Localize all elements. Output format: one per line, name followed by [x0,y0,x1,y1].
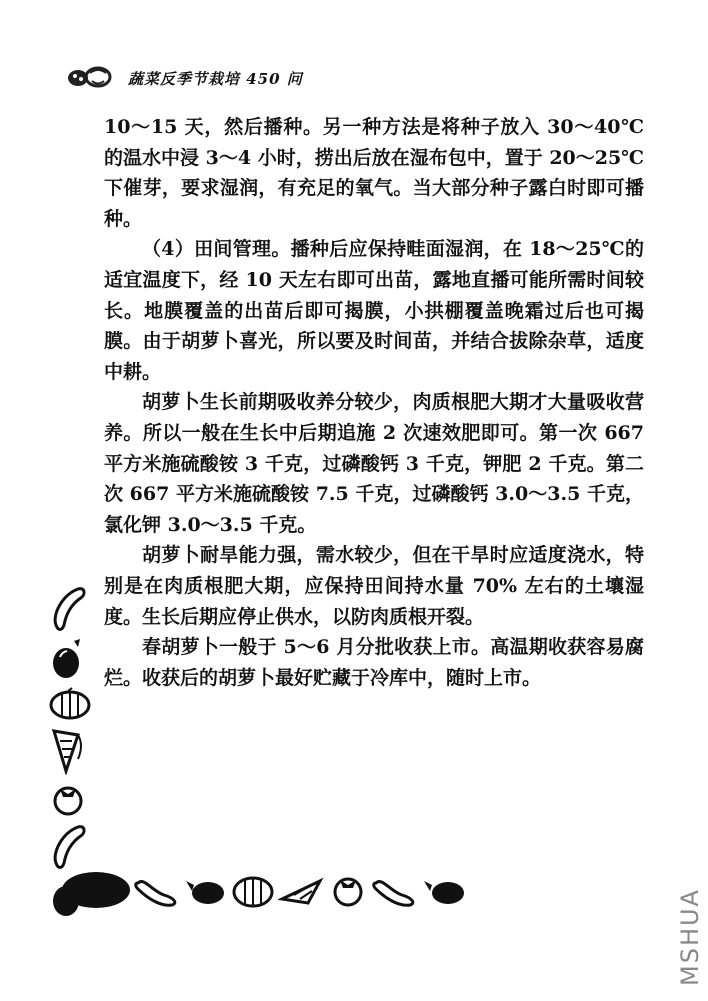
paragraph: 10～15 天，然后播种。另一种方法是将种子放入 30～40℃的温水中浸 3～4 小时，捞出后放在湿布包中，置于 20～25℃下催芽，要求湿润，有充足的氧气。当大部分种子露白时即可播种。 [104,116,644,230]
tomato-icon [326,872,370,908]
corn-icon [48,727,88,775]
book-title: 蔬菜反季节栽培 450 问 [128,69,303,88]
cucumber-icon [372,873,418,907]
body-text [104,112,644,693]
pumpkin-icon [48,687,92,721]
cucumber-icon [134,873,180,907]
pumpkin-icon [230,872,276,908]
eggplant-icon [182,873,228,907]
vegetable-border-bottom [60,870,468,910]
eggplant-icon [420,873,468,907]
corn-icon [278,873,324,907]
cucumber-icon [48,823,88,869]
eggplant-icon [48,637,88,681]
paragraph: （4）田间管理。播种后应保持畦面湿润，在 18～25℃的适宜温度下，经 10 天左右即可出苗，露地直播可能所需时间较长。地膜覆盖的出苗后即可揭膜，小拱棚覆盖晚霜过后也可揭膜。由于胡萝卜喜光，所以要及时间苗，并结合拔除杂草，适度中耕。 [104,238,644,383]
cucumber-icon [48,585,88,631]
running-header [66,60,303,96]
tomato-icon [48,781,88,817]
paragraph: 春胡萝卜一般于 5～6 月分批收获上市。高温期收获容易腐烂。收获后的胡萝卜最好贮藏于冷库中，随时上市。 [104,636,644,689]
watermark: MSHUA [676,888,704,986]
vegetable-logo-icon [66,63,114,93]
paragraph: 胡萝卜生长前期吸收养分较少，肉质根肥大期才大量吸收营养。所以一般在生长中后期追施 2 次速效肥即可。第一次 667 平方米施硫酸铵 3 千克，过磷酸钙 3 千克，钾肥 2 千克。第二次 667 平方米施硫酸铵 7.5 千克，过磷酸钙 3.0～3.5 千克，氯化钾 3.0～3.5 千克。 [104,391,644,536]
paragraph: 胡萝卜耐旱能力强，需水较少，但在干旱时应适度浇水，特别是在肉质根肥大期，应保持田间持水量 70% 左右的土壤湿度。生长后期应停止供水，以防肉质根开裂。 [104,544,644,628]
page-tab-icon [60,870,132,910]
